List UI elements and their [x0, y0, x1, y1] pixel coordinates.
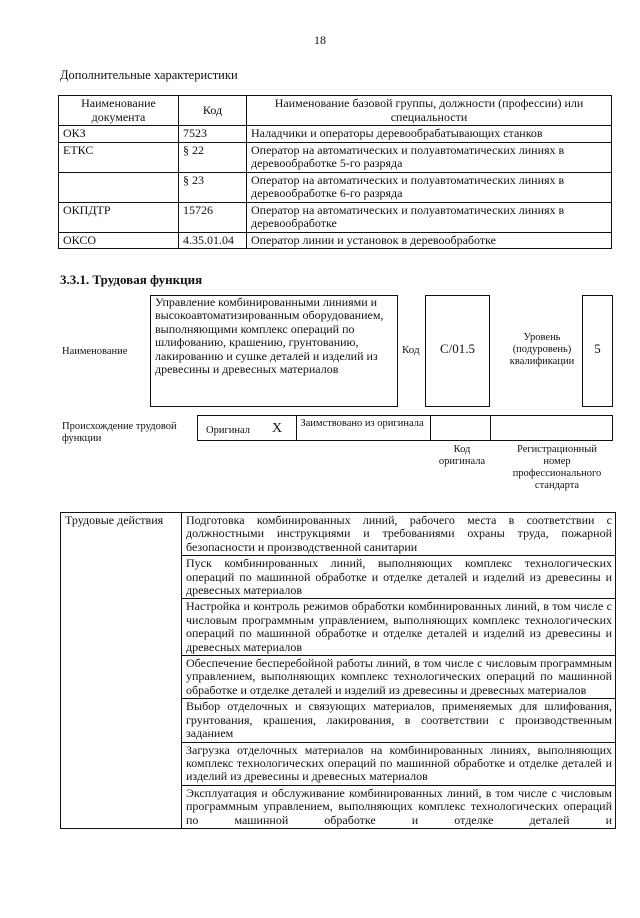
table-row	[59, 172, 612, 202]
table-row	[59, 142, 612, 172]
additional-characteristics-table	[58, 95, 612, 249]
row-name: Наладчики и операторы деревообрабатывающих станков	[247, 126, 612, 143]
labor-action-item: Пуск комбинированных линий, выполняющих комплекс технологических операций по машинной обработке и отделке деталей и изделий из древесины и древесных материалов	[182, 556, 616, 599]
labor-actions-label: Трудовые действия	[61, 513, 182, 829]
row-document: ОКСО	[59, 232, 179, 249]
section-heading: 3.3.1. Трудовая функция	[60, 272, 203, 287]
row-name: Оператор линии и установок в деревообработке	[247, 232, 612, 249]
level-value: 5	[594, 341, 601, 356]
registration-number-label: Регистрационный номер профессионального стандарта	[512, 444, 602, 491]
code-label: Код	[402, 344, 420, 356]
row-name: Оператор на автоматических и полуавтоматических линиях в деревообработке	[247, 202, 612, 232]
original-label: Оригинал	[206, 425, 250, 436]
name-label: Наименование	[62, 346, 128, 357]
page-number: 18	[314, 33, 326, 47]
function-name-value: Управление комбинированными линиями и высокоавтоматизированным оборудованием, выполняющими комплекс операций по шлифованию, крашению, грунтованию, лакированию и сушке деталей и изделий из древесины и древесных материалов	[155, 295, 384, 377]
row-document	[59, 172, 179, 202]
labor-action-item: Обеспечение бесперебойной работы линий, в том числе с числовым программным управлением, выполняющих комплекс технологических операций по машинной обработке и отделке деталей и изделий из древесины и древесных материалов	[182, 656, 616, 699]
row-code: 15726	[179, 202, 247, 232]
labor-action-item: Подготовка комбинированных линий, рабочего места в соответствии с должностными инструкциями и требованиями охраны труда, пожарной безопасности и производственной санитарии	[182, 513, 616, 556]
origin-label: Происхождение трудовой функции	[62, 421, 177, 444]
labor-actions-table	[60, 512, 616, 829]
row-document: ЕТКС	[59, 142, 179, 172]
table-row	[59, 202, 612, 232]
original-mark: X	[272, 421, 283, 436]
original-code-label: Код оригинала	[438, 444, 486, 467]
origin-divider	[430, 415, 431, 441]
labor-action-item: Эксплуатация и обслуживание комбинированных линий, в том числе с числовым программным управлением, выполняющих комплекс технологических операций по машинной обработке и отделке деталей и	[182, 785, 616, 828]
table-header-row	[59, 96, 612, 126]
row-code: 7523	[179, 126, 247, 143]
header-code: Код	[179, 96, 247, 126]
code-value: C/01.5	[439, 341, 476, 356]
row-name: Оператор на автоматических и полуавтоматических линиях в деревообработке 6-го разряда	[247, 172, 612, 202]
table-row	[61, 513, 616, 556]
additional-characteristics-title: Дополнительные характеристики	[60, 68, 238, 82]
labor-action-item: Выбор отделочных и связующих материалов, применяемых для шлифования, грунтования, крашения, лакирования, в соответствии с производственным заданием	[182, 699, 616, 742]
labor-action-item: Загрузка отделочных материалов на комбинированных линиях, выполняющих комплекс технологических операций по машинной обработке и отделке деталей и изделий из древесины и древесных материалов	[182, 742, 616, 785]
header-name: Наименование базовой группы, должности (профессии) или специальности	[247, 96, 612, 126]
table-row	[59, 232, 612, 249]
row-document: ОКЗ	[59, 126, 179, 143]
row-document: ОКПДТР	[59, 202, 179, 232]
row-code: § 23	[179, 172, 247, 202]
origin-divider	[296, 415, 297, 441]
header-document: Наименование документа	[59, 96, 179, 126]
level-label: Уровень (подуровень) квалификации	[509, 332, 575, 367]
row-code: § 22	[179, 142, 247, 172]
row-code: 4.35.01.04	[179, 232, 247, 249]
origin-divider	[490, 415, 491, 441]
borrowed-label: Заимствовано из оригинала	[300, 418, 424, 429]
labor-action-item: Настройка и контроль режимов обработки комбинированных линий, в том числе с числовым программным управлением, выполняющих комплекс технологических операций по машинной обработке и отделке деталей и изделий из древесины и древесных материалов	[182, 599, 616, 656]
row-name: Оператор на автоматических и полуавтоматических линиях в деревообработке 5-го разряда	[247, 142, 612, 172]
table-row	[59, 126, 612, 143]
